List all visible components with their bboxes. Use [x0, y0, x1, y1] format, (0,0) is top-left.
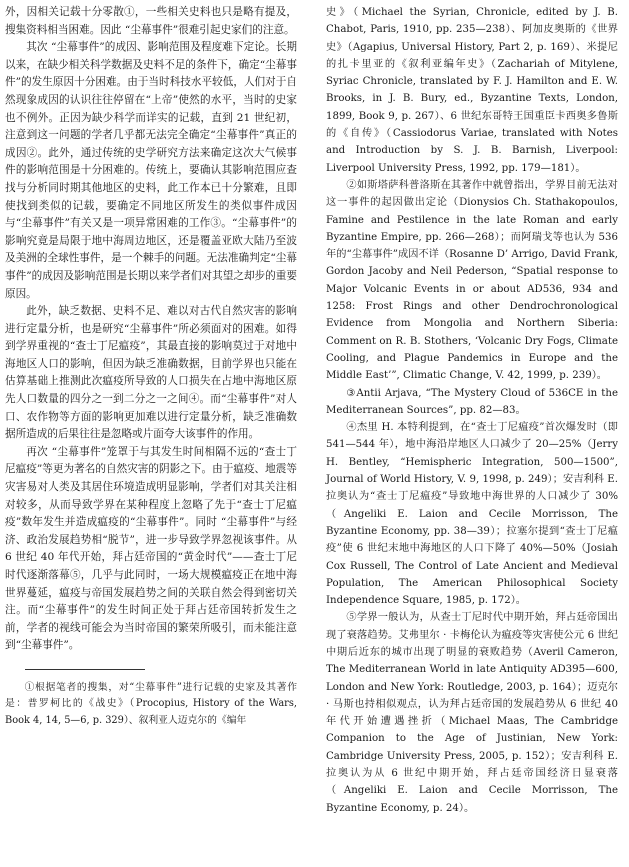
footnote-3: ③Antii Arjava, “The Mystery Cloud of 536CE in the Mediterranean Sources”, pp. 82—83。 — [326, 387, 618, 416]
footnote-1: ①根据笔者的搜集，对“尘幕事件”进行记载的史家及其著作是：普罗柯比的《战史》（Procopius, History of the Wars, Book 4, 14, 5—6, p. 329）、叙利亚人迈克尔的《编年 — [5, 681, 297, 726]
footnote-2: ②如斯塔萨科普洛斯在其著作中就曾指出，学界目前无法对这一事件的起因做出定论（Dionysios Ch. Stathakopoulos, Famine and Pestilence in the late Roman and early Byzantine Empire, pp. 266—268）；而阿瑞戈等也认为 536 年的“尘幕事件”成因不详（Rosanne D’ Arrigo, David Frank, Gordon Jacoby and Neil Pederson, “Spatial response to Major Volcanic Events in or about AD536, 934 and 1258: Frost Rings and other Dendrochronological Evidence from Mongolia and Northern Siberia: Comment on R. B. Stothers, ‘Volcanic Dry Fogs, Climate Cooling, and Plague Pandemics in Europe and the Middle East’”, Climatic Change, V. 42, 1999, p. 239）。 — [326, 179, 618, 382]
paragraph-causes: 其次 “尘幕事件”的成因、影响范围及程度难下定论。长期以来，在缺少相关科学数据及史料不足的条件下，确定“尘幕事件”的发生原因十分困难。由于当时科技水平较低，人们对于自然现象成因的认识往往停留在“上帝”使然的水平，当时的史家也不例外。正因为缺少科学而详实的记载，直到 21 世纪初，注意到这一问题的学者几乎都无法完全确定“尘幕事件”真正的成因②。此外，通过传统的史学研究方法来确定这次大气候事件的影响范围是十分困难的。传统上，要确认其影响范围应查找与分析同时期其他地区的史料，此工作本已十分繁难，且即使找到类似的记载，要确定不同地区所发生的类似事件成因与“尘幕事件”有关又是一项异常困难的工作③。“尘幕事件”的影响究竟是局限于地中海周边地区，还是覆盖亚欧大陆乃至波及美洲的全球性事件，是一个棘手的问题。无法准确判定“尘幕事件”的成因及影响范围是长期以来学者们对其望之却步的重要原因。 — [5, 41, 297, 300]
paragraph-quantitative: 此外，缺乏数据、史料不足、难以对古代自然灾害的影响进行定量分析，也是研究“尘幕事件”所必须面对的困难。如得到学界重视的“查士丁尼瘟疫”，其最直接的影响莫过于对地中海地区人口的影响，但因为缺乏准确数据，目前学界也只能在估算基础上推测此次瘟疫所导致的人口损失在占地中海地区原先人口数量的四分之一到二分之一之间④。而“尘幕事件”对人口、农作物等方面的影响更加难以进行定量分析，缺乏准确数据所造成的后果往往是忽略或片面夸大该事件的作用。 — [5, 305, 297, 441]
footnote-4: ④杰里 H. 本特利提到，在“查士丁尼瘟疫”首次爆发时（即 541—544 年），地中海沿岸地区人口减少了 20—25%（Jerry H. Bentley, “Hemispheric Integration, 500—1500”, Journal of World History, V. 9, 1998, p. 249）；安吉利科 E. 拉奥认为“查士丁尼瘟疫”导致地中海世界的人口减少了 30%（Angeliki E. Laion and Cecile Morrisson, The Byzantine Economy, pp. 38—39）；拉塞尔提到“查士丁尼瘟疫”使 6 世纪末地中海地区的人口下降了 40%—50%（Josiah Cox Russell, The Control of Late Ancient and Medieval Population, The American Philosophical Society Independence Square, 1985, p. 172）。 — [326, 422, 618, 607]
paragraph-continuation: 外，因相关记载十分零散①，一些相关史料也只是略有提及，搜集资料相当困难。因此 “尘幕事件”很难引起史家们的注意。 — [5, 6, 297, 36]
footnote-1-continued: 史》（Michael the Syrian, Chronicle, edited by J. B. Chabot, Paris, 1910, pp. 235—238）、阿加皮奥斯的《世界史》（Agapius, Universal History, Part 2, p. 169）、米提尼的扎卡里亚的《叙利亚编年史》（Zachariah of Mitylene, Syriac Chronicle, translated by F. J. Hamilton and E. W. Brooks, in J. B. Bury, ed., Byzantine Texts, London, 1899, Book 9, p. 267）、6 世纪东哥特王国重臣卡西奥多鲁斯的《自传》（Cassiodorus Variae, translated with Notes and Introduction by S. J. B. Barnish, Liverpool: Liverpool University Press, 1992, pp. 179—181）。 — [326, 7, 618, 174]
footnotes-column — [326, 4, 618, 817]
main-text-column — [5, 4, 297, 729]
footnote-divider — [25, 669, 145, 670]
paragraph-shadowed-by-plague: 再次 “尘幕事件”笼罩于与其发生时间相隔不远的“查士丁尼瘟疫”等更为著名的自然灾害的阴影之下。由于瘟疫、地震等灾害易对人类及其居住环境造成明显影响，学者们对其关注相对较多，从而导致学界在某种程度上忽略了先于“查士丁尼瘟疫”数年发生并造成瘟疫的“尘幕事件”。同时 “尘幕事件”与经济、政治发展趋势相“脱节”，进一步导致学界忽视该事件。从 6 世纪 40 年代开始，拜占廷帝国的“黄金时代”——查士丁尼时代逐渐落幕⑤，几乎与此同时，一场大规模瘟疫正在地中海世界蔓延，瘟疫与帝国发展趋势之间的关联自然会得到密切关注。而“尘幕事件”的发生时间正处于拜占廷帝国转折发生之前，学者的视线可能会为当时帝国的繁荣所吸引，而未能注意到“尘幕事件”。 — [5, 445, 297, 652]
footnote-5: ⑤学界一般认为，从查士丁尼时代中期开始，拜占廷帝国出现了衰落趋势。艾弗里尔 · 卡梅伦认为瘟疫等灾害使公元 6 世纪中期后近东的城市出现了明显的衰败趋势（Averil Cameron, The Mediterranean World in late Antiquity AD395—600, London and New York: Routledge, 2003, p. 164）；迈克尔 · 马斯也持相似观点，认为拜占廷帝国的发展趋势从 6 世纪 40 年代开始遭遇挫折（Michael Maas, The Cambridge Companion to the Age of Justinian, New York: Cambridge University Press, 2005, p. 152）；安吉利科 E. 拉奥认为从 6 世纪中期开始，拜占廷帝国经济日显衰落（Angeliki E. Laion and Cecile Morrisson, The Byzantine Economy, p. 24）。 — [326, 612, 618, 814]
